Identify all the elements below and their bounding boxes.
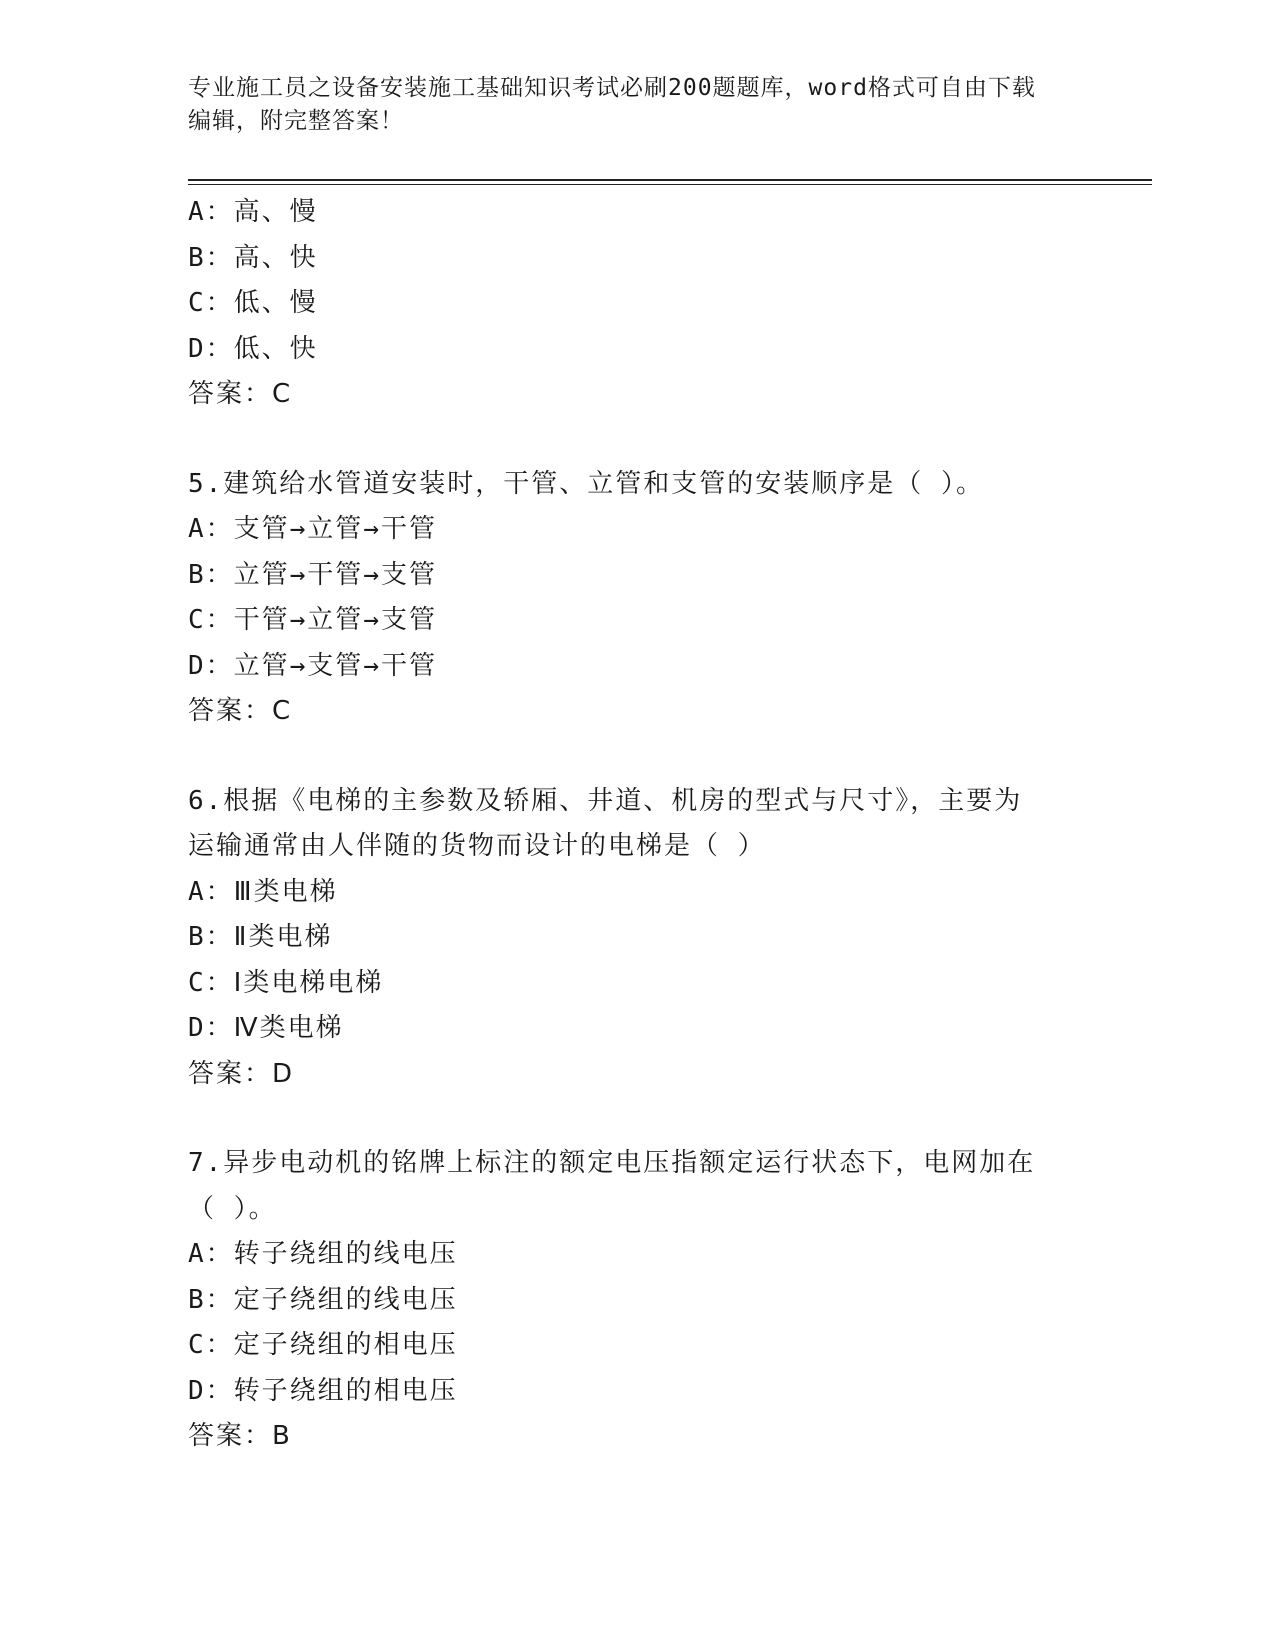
option-c: C：干管→立管→支管 bbox=[188, 605, 437, 635]
option-b: B：立管→干管→支管 bbox=[188, 559, 437, 590]
answer-line: 答案：D bbox=[188, 1058, 295, 1089]
question-7 bbox=[188, 1141, 1088, 1460]
answer-line: 答案：C bbox=[188, 379, 293, 409]
spacer bbox=[188, 1097, 1088, 1141]
answer-line: 答案：B bbox=[188, 1421, 292, 1451]
option-d: D：转子绕组的相电压 bbox=[188, 1375, 458, 1406]
question-stem-line2: （ ）。 bbox=[188, 1193, 277, 1224]
header-title-line1: 专业施工员之设备安装施工基础知识考试必刷200题题库，word格式可自由下载 bbox=[188, 75, 1036, 101]
spacer bbox=[188, 735, 1088, 779]
document-header bbox=[188, 72, 1068, 138]
option-b: B：Ⅱ类电梯 bbox=[188, 922, 333, 952]
header-title-line2: 编辑，附完整答案！ bbox=[188, 108, 404, 134]
header-divider-thick bbox=[188, 179, 1152, 181]
option-a: A：高、慢 bbox=[188, 197, 318, 227]
question-stem: 5.建筑给水管道安装时，干管、立管和支管的安装顺序是（ ）。 bbox=[188, 468, 984, 499]
question-stem-line1: 7.异步电动机的铭牌上标注的额定电压指额定运行状态下，电网加在 bbox=[188, 1148, 1036, 1178]
option-d: D：Ⅳ类电梯 bbox=[188, 1013, 344, 1043]
option-a: A：转子绕组的线电压 bbox=[188, 1239, 458, 1269]
option-a: A：Ⅲ类电梯 bbox=[188, 876, 338, 907]
answer-line: 答案：C bbox=[188, 696, 293, 726]
option-d: D：低、快 bbox=[188, 333, 318, 364]
option-c: C：低、慢 bbox=[188, 288, 318, 318]
header-divider-thin bbox=[188, 184, 1152, 185]
spacer bbox=[188, 418, 1088, 462]
question-6 bbox=[188, 779, 1088, 1098]
option-b: B：高、快 bbox=[188, 242, 318, 273]
question-5 bbox=[188, 462, 1088, 735]
question-4 bbox=[188, 190, 1088, 418]
question-content bbox=[188, 190, 1088, 1460]
question-stem-line1: 6.根据《电梯的主参数及轿厢、井道、机房的型式与尺寸》，主要为 bbox=[188, 785, 1023, 816]
question-stem-line2: 运输通常由人伴随的货物而设计的电梯是（ ） bbox=[188, 831, 766, 861]
option-d: D：立管→支管→干管 bbox=[188, 650, 437, 681]
option-c: C：定子绕组的相电压 bbox=[188, 1330, 458, 1360]
option-b: B：定子绕组的线电压 bbox=[188, 1284, 458, 1315]
option-a: A：支管→立管→干管 bbox=[188, 514, 437, 544]
option-c: C：Ⅰ类电梯电梯 bbox=[188, 967, 384, 998]
